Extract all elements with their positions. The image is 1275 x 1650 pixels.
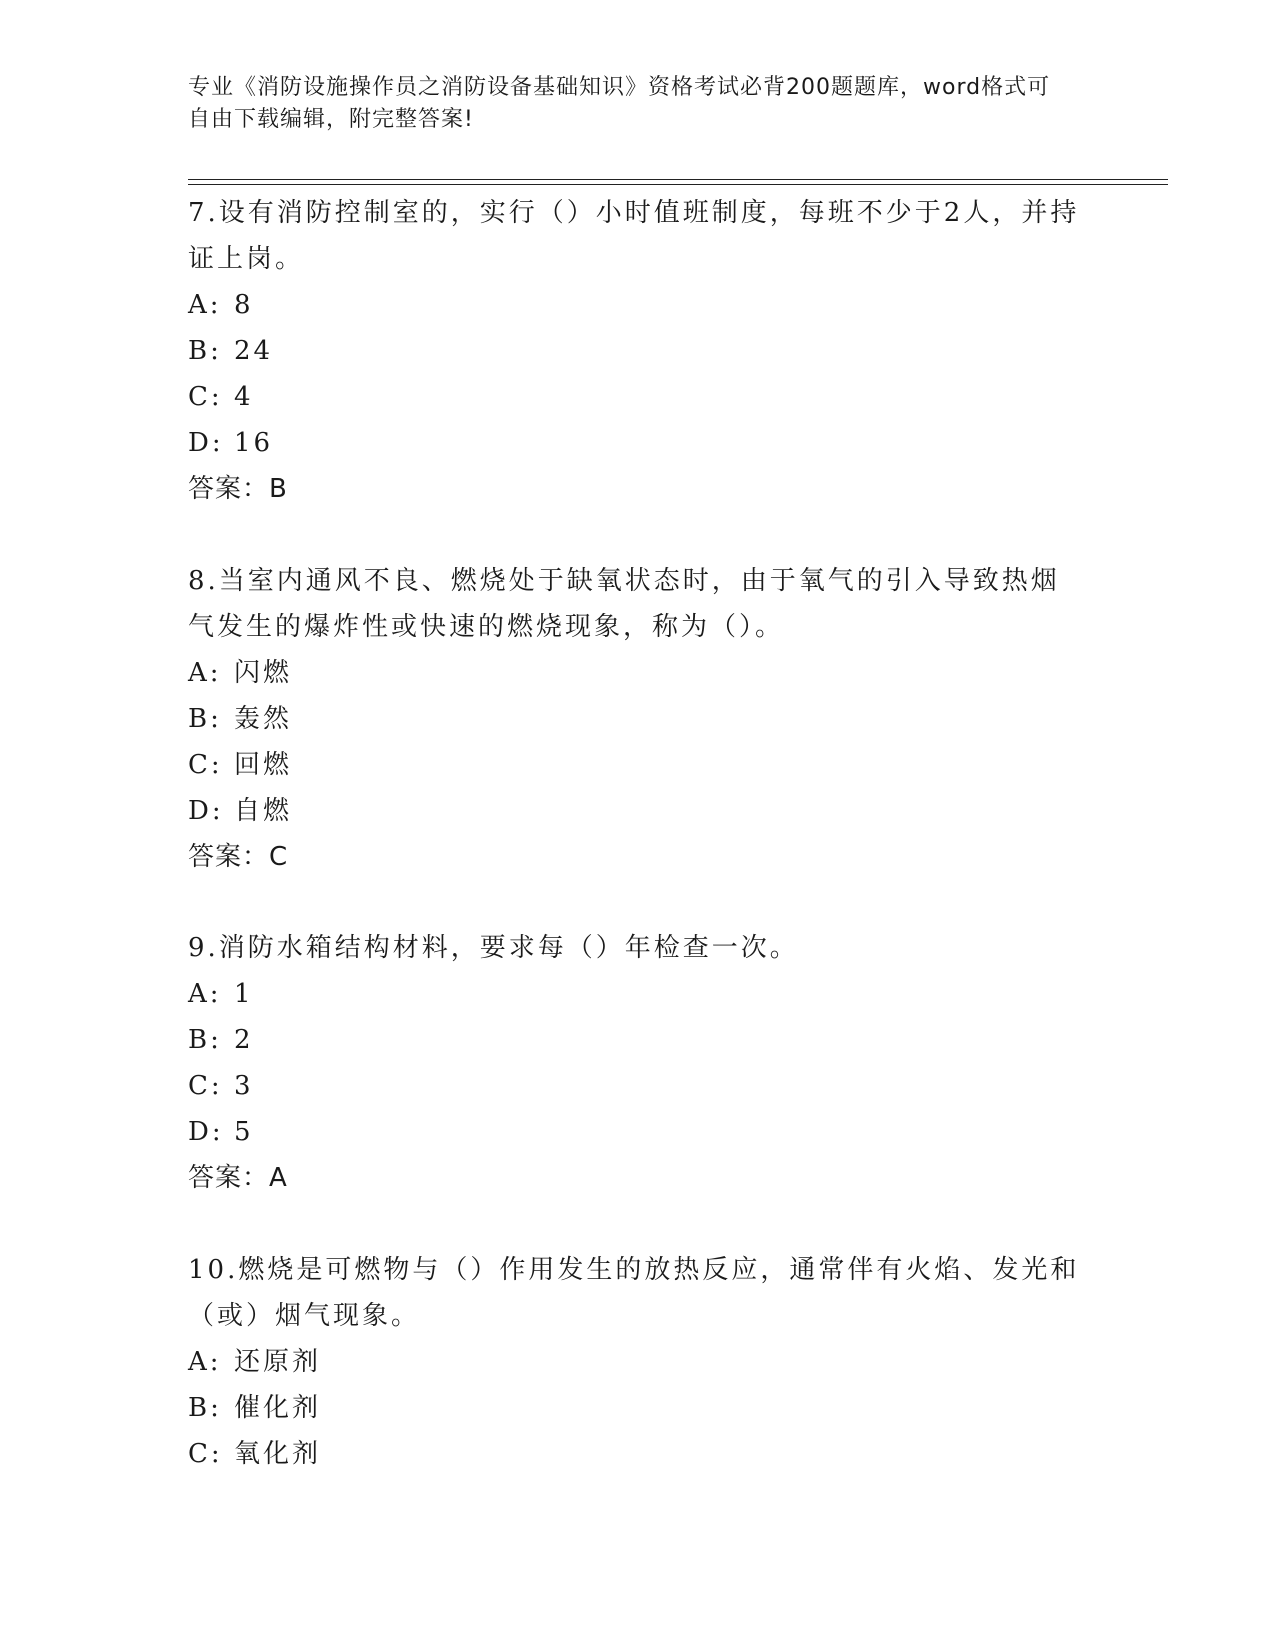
answer-text: 答案：A	[188, 1163, 288, 1193]
option-value: 4	[234, 382, 254, 412]
option-b	[188, 1017, 1088, 1063]
option-value: 2	[234, 1025, 254, 1055]
option-c	[188, 374, 1088, 420]
option-a	[188, 282, 1088, 328]
option-key: C:	[188, 382, 223, 412]
option-key: B:	[188, 704, 222, 734]
option-value: 轰然	[234, 704, 293, 734]
option-key: A:	[188, 1347, 222, 1377]
option-key: A:	[188, 979, 222, 1009]
option-value: 16	[234, 428, 274, 458]
answer-text: 答案：B	[188, 474, 288, 504]
answer-text: 答案：C	[188, 842, 289, 872]
option-b	[188, 696, 1088, 742]
option-key: A:	[188, 658, 222, 688]
question-text: 8.当室内通风不良、燃烧处于缺氧状态时，由于氧气的引入导致热烟气发生的爆炸性或快速的燃烧现象，称为（）。	[188, 566, 1060, 642]
option-key: B:	[188, 336, 222, 366]
header-divider-top	[188, 179, 1168, 180]
option-c	[188, 1063, 1088, 1109]
option-d	[188, 1109, 1088, 1155]
option-d	[188, 788, 1088, 834]
option-key: D:	[188, 428, 224, 458]
option-value: 5	[234, 1117, 254, 1147]
option-key: B:	[188, 1393, 222, 1423]
option-key: D:	[188, 796, 224, 826]
option-value: 催化剂	[234, 1393, 322, 1423]
option-b	[188, 328, 1088, 374]
document-title: 专业《消防设施操作员之消防设备基础知识》资格考试必背200题题库，word格式可自由下载编辑，附完整答案!	[188, 75, 1051, 132]
option-key: C:	[188, 1439, 223, 1469]
question-10	[188, 1247, 1088, 1477]
option-key: B:	[188, 1025, 222, 1055]
question-9	[188, 925, 1088, 1201]
option-key: C:	[188, 1071, 223, 1101]
option-key: D:	[188, 1117, 224, 1147]
option-d	[188, 420, 1088, 466]
question-7	[188, 190, 1088, 512]
question-text: 7.设有消防控制室的，实行（）小时值班制度，每班不少于2人，并持证上岗。	[188, 198, 1080, 274]
option-value: 回燃	[234, 750, 293, 780]
option-value: 自燃	[234, 796, 293, 826]
option-key: A:	[188, 290, 222, 320]
option-a	[188, 971, 1088, 1017]
option-c	[188, 1431, 1088, 1477]
option-value: 氧化剂	[234, 1439, 322, 1469]
option-a	[188, 650, 1088, 696]
option-b	[188, 1385, 1088, 1431]
question-text: 9.消防水箱结构材料，要求每（）年检查一次。	[188, 933, 799, 963]
option-a	[188, 1339, 1088, 1385]
header-divider-bottom	[188, 184, 1168, 185]
option-value: 1	[234, 979, 254, 1009]
option-value: 闪燃	[234, 658, 293, 688]
option-value: 24	[234, 336, 274, 366]
option-c	[188, 742, 1088, 788]
option-value: 3	[234, 1071, 254, 1101]
option-value: 还原剂	[234, 1347, 322, 1377]
question-text: 10.燃烧是可燃物与（）作用发生的放热反应，通常伴有火焰、发光和（或）烟气现象。	[188, 1255, 1080, 1331]
option-value: 8	[234, 290, 254, 320]
option-key: C:	[188, 750, 223, 780]
question-8	[188, 558, 1088, 880]
